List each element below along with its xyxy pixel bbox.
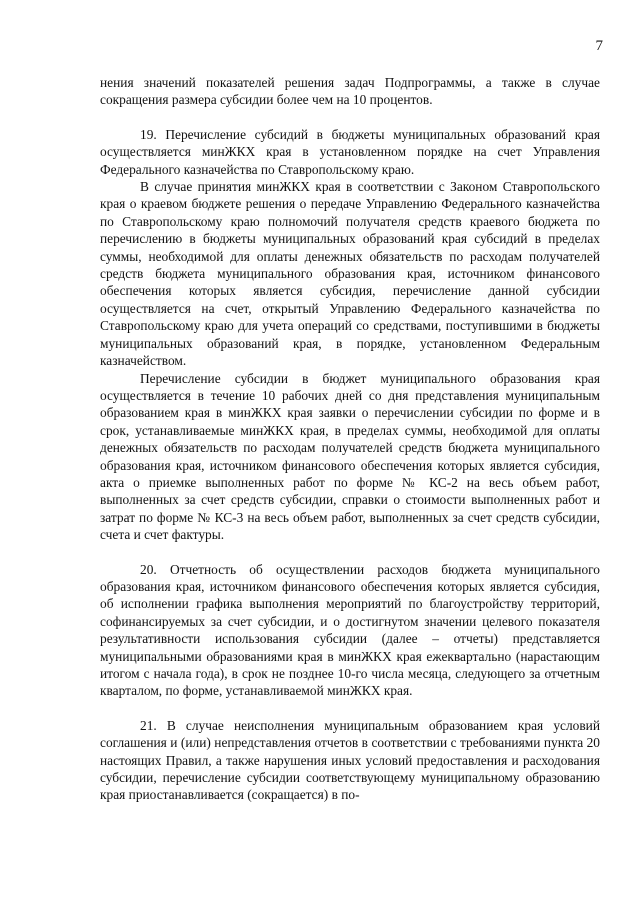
document-body — [100, 74, 600, 804]
paragraph-item-19-treasury-transfer: В случае принятия минЖКХ края в соответствии с Законом Ставропольского края о краевом бюджете решения о передаче Управлению Федерального казначейства по Ставропольскому краю полномочий получателя средств краевого бюджета по перечислению в бюджеты муниципальных образований края субсидий в пределах суммы, необходимой для оплаты денежных обязательств по расходам получателей средств бюджета муниципального образования края, источником финансового обеспечения которых является субсидия, перечисление данной субсидии осуществляется на счет, открытый Управлению Федерального казначейства по Ставропольскому краю для учета операций со средствами, поступившими в бюджеты муниципальных образований края, в порядке, установленном Федеральным казначейством. — [100, 179, 600, 369]
paragraph-continuation: нения значений показателей решения задач Подпрограммы, а также в случае сокращения размера субсидии более чем на 10 процентов. — [100, 75, 600, 108]
paragraph-item-20: 20. Отчетность об осуществлении расходов бюджета муниципального образования края, источником финансового обеспечения которых является субсидия, об исполнении графика выполнения мероприятий по благоустройству территорий, софинансируемых за счет субсидии, и о достигнутом значении целевого показателя результативности использования субсидии (далее – отчеты) представляется муниципальными образованиями края в минЖКХ края ежеквартально (нарастающим итогом с начала года), в срок не позднее 10-го числа месяца, следующего за отчетным кварталом, по форме, устанавливаемой минЖКХ края. — [100, 561, 600, 699]
page-number: 7 — [595, 38, 603, 54]
paragraph-item-19: 19. Перечисление субсидий в бюджеты муниципальных образований края осуществляется минЖКХ края в установленном порядке на счет Управления Федерального казначейства по Ставропольскому краю. — [100, 126, 600, 177]
paragraph-item-19-transfer-terms: Перечисление субсидии в бюджет муниципального образования края осуществляется в течение 10 рабочих дней со дня представления муниципальным образованием края в минЖКХ края заявки о перечислении субсидии по форме и в срок, устанавливаемые минЖКХ края, в пределах суммы, необходимой для оплаты денежных обязательств по расходам получателей средств бюджета муниципального образования края, источником финансового обеспечения которых является субсидия, акта о приемке выполненных работ по форме № КС-2 на весь объем работ, выполненных за счет средств субсидии, справки о стоимости выполненных работ и затрат по форме № КС-3 на весь объем работ, выполненных за счет средств субсидии, счета и счет фактуры. — [100, 370, 600, 543]
paragraph-item-21: 21. В случае неисполнения муниципальным образованием края условий соглашения и (или) непредставления отчетов в соответствии с требованиями пункта 20 настоящих Правил, а также нарушения иных условий предоставления и расходования субсидии, перечисление субсидии соответствующему муниципальному образованию края приостанавливается (сокращается) в по- — [100, 717, 600, 803]
